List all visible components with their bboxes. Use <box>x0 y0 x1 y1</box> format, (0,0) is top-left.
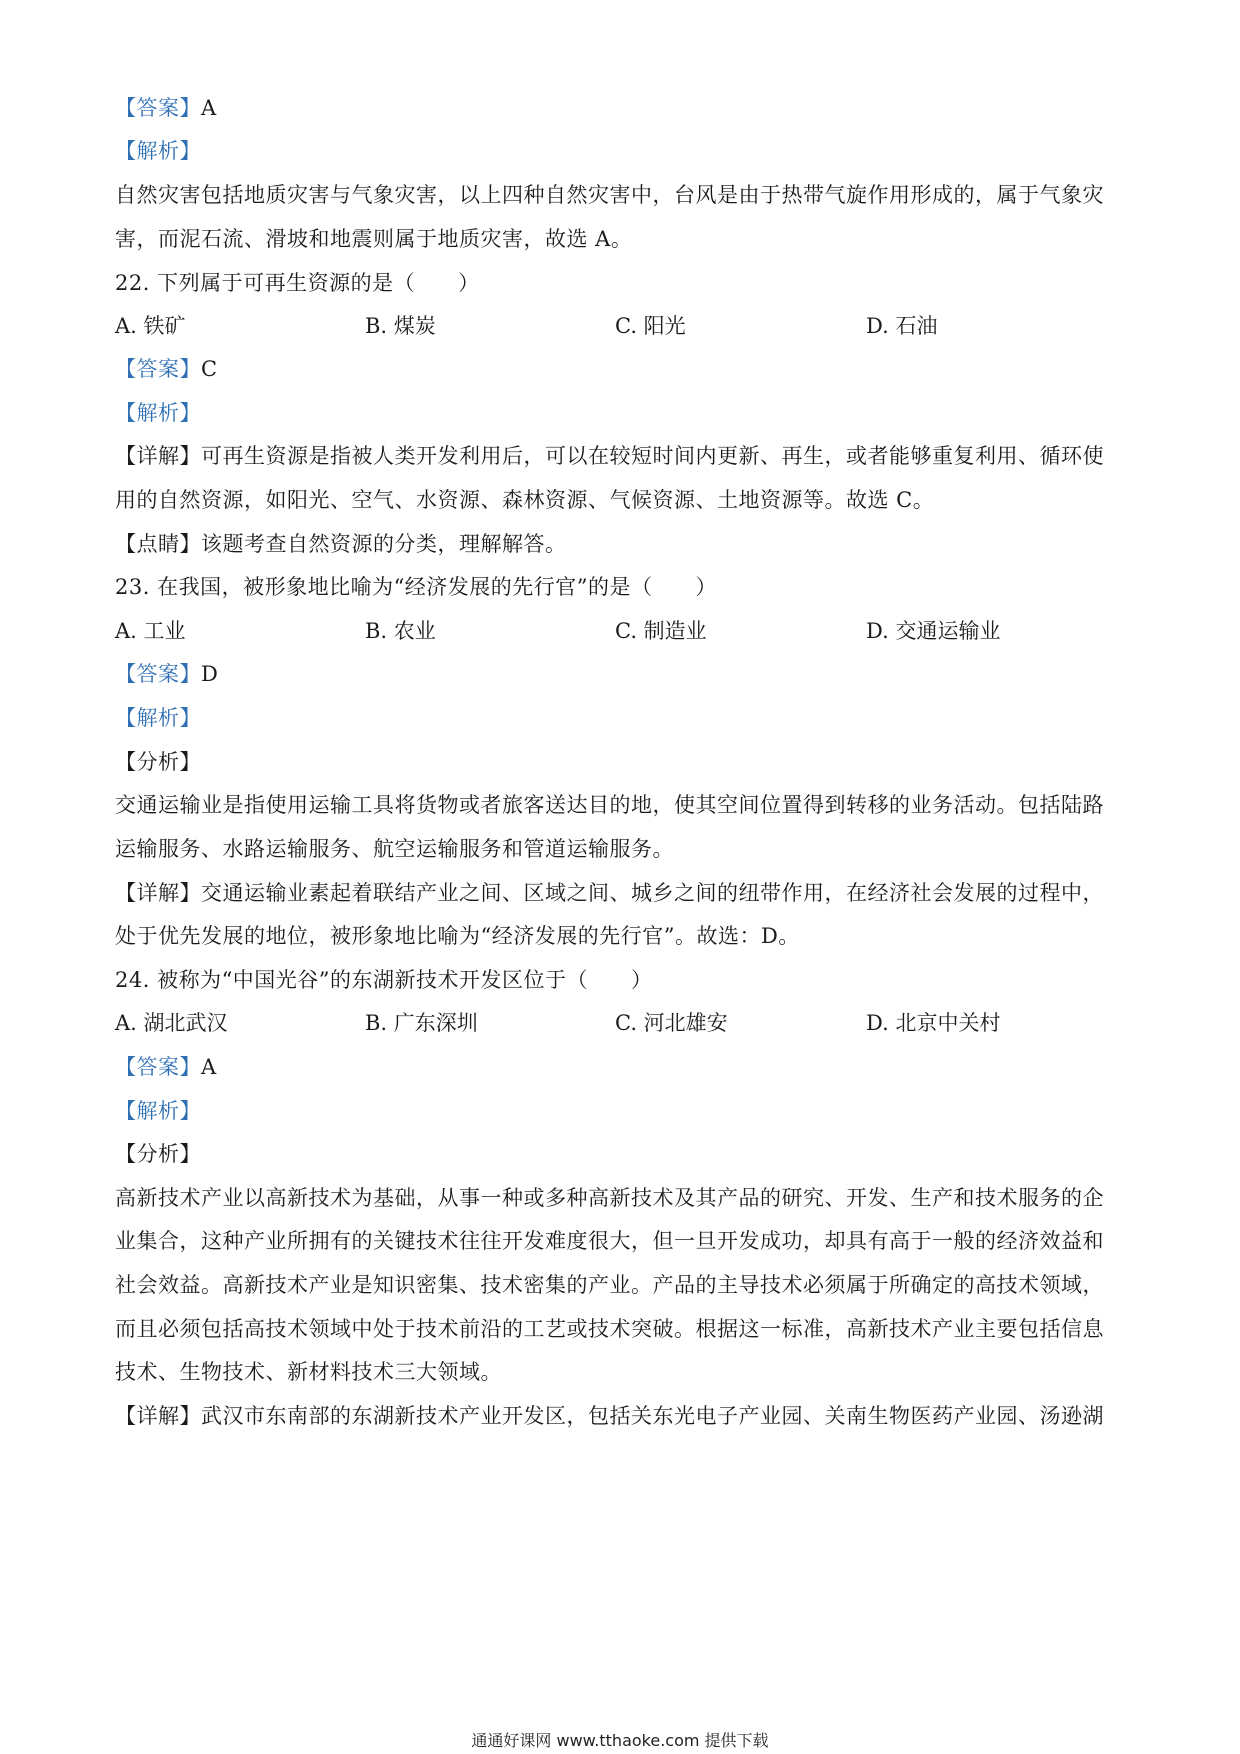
option-d: D. 北京中关村 <box>866 1011 1001 1035</box>
paragraph: 运输服务、水路运输服务、航空运输服务和管道运输服务。 <box>115 837 674 861</box>
paragraph: 高新技术产业以高新技术为基础，从事一种或多种高新技术及其产品的研究、开发、生产和技术服务的企 <box>115 1186 1104 1210</box>
answer-24 <box>115 1052 1125 1082</box>
answer-21 <box>115 93 1125 123</box>
answer-tag: 【答案】 <box>115 662 201 686</box>
answer-value: A <box>201 1055 217 1079</box>
analysis-tag-23: 【解析】 <box>115 706 201 730</box>
paragraph: 业集合，这种产业所拥有的关键技术往往开发难度很大，但一旦开发成功，却具有高于一般的经济效益和 <box>115 1229 1104 1253</box>
paragraph: 自然灾害包括地质灾害与气象灾害，以上四种自然灾害中，台风是由于热带气旋作用形成的，属于气象灾 <box>115 183 1104 207</box>
paragraph: 社会效益。高新技术产业是知识密集、技术密集的产业。产品的主导技术必须属于所确定的高技术领域， <box>115 1273 1104 1297</box>
paragraph: 【详解】武汉市东南部的东湖新技术产业开发区，包括关东光电子产业园、关南生物医药产业园、汤逊湖 <box>115 1404 1104 1428</box>
answer-tag: 【答案】 <box>115 357 201 381</box>
question-23: 23. 在我国，被形象地比喻为“经济发展的先行官”的是（ ） <box>115 575 718 599</box>
paragraph: 用的自然资源，如阳光、空气、水资源、森林资源、气候资源、土地资源等。故选 C。 <box>115 488 935 512</box>
option-d: D. 石油 <box>866 314 938 338</box>
option-a: A. 铁矿 <box>115 314 186 338</box>
page-footer: 通通好课网 www.tthaoke.com 提供下载 <box>471 1731 769 1750</box>
paragraph: 【详解】可再生资源是指被人类开发利用后，可以在较短时间内更新、再生，或者能够重复利用、循环使 <box>115 444 1104 468</box>
paragraph: 【详解】交通运输业素起着联结产业之间、区域之间、城乡之间的纽带作用，在经济社会发展的过程中， <box>115 881 1104 905</box>
analysis-tag-24: 【解析】 <box>115 1099 201 1123</box>
paragraph: 处于优先发展的地位，被形象地比喻为“经济发展的先行官”。故选：D。 <box>115 924 800 948</box>
question-24: 24. 被称为“中国光谷”的东湖新技术开发区位于（ ） <box>115 968 653 992</box>
option-c: C. 阳光 <box>615 314 686 338</box>
answer-22 <box>115 354 1125 384</box>
analysis-tag-22: 【解析】 <box>115 401 201 425</box>
option-a: A. 工业 <box>115 619 186 643</box>
paragraph: 害，而泥石流、滑坡和地震则属于地质灾害，故选 A。 <box>115 227 633 251</box>
option-d: D. 交通运输业 <box>866 619 1001 643</box>
section-tag: 【分析】 <box>115 1142 201 1166</box>
analysis-tag-21: 【解析】 <box>115 139 201 163</box>
answer-tag: 【答案】 <box>115 1055 201 1079</box>
answer-23 <box>115 659 1125 689</box>
option-b: B. 煤炭 <box>365 314 436 338</box>
option-c: C. 河北雄安 <box>615 1011 728 1035</box>
paragraph: 而且必须包括高技术领域中处于技术前沿的工艺或技术突破。根据这一标准，高新技术产业主要包括信息 <box>115 1317 1104 1341</box>
paragraph: 技术、生物技术、新材料技术三大领域。 <box>115 1360 502 1384</box>
option-c: C. 制造业 <box>615 619 707 643</box>
paragraph: 【点睛】该题考查自然资源的分类，理解解答。 <box>115 532 567 556</box>
answer-value: D <box>201 662 219 686</box>
section-tag: 【分析】 <box>115 750 201 774</box>
paragraph: 交通运输业是指使用运输工具将货物或者旅客送达目的地，使其空间位置得到转移的业务活动。包括陆路 <box>115 793 1104 817</box>
option-b: B. 广东深圳 <box>365 1011 478 1035</box>
answer-value: C <box>201 357 218 381</box>
answer-value: A <box>201 96 217 120</box>
answer-tag: 【答案】 <box>115 96 201 120</box>
option-b: B. 农业 <box>365 619 436 643</box>
option-a: A. 湖北武汉 <box>115 1011 228 1035</box>
question-22: 22. 下列属于可再生资源的是（ ） <box>115 271 480 295</box>
